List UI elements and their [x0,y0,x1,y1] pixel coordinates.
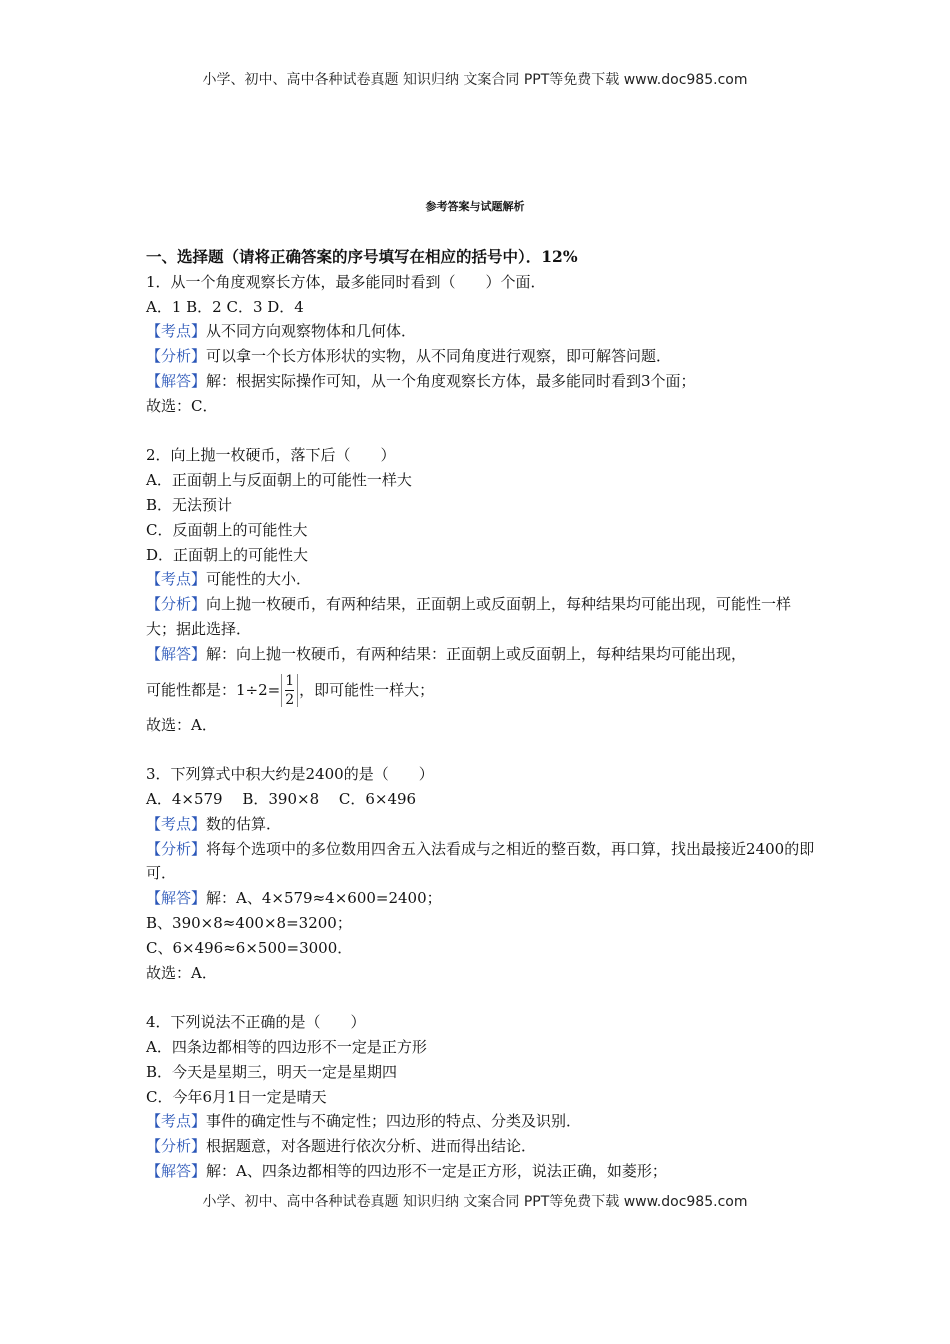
q3-stem: 3．下列算式中积大约是2400的是（ ） [146,765,434,784]
jieda-tag: 【解答】 [146,371,207,390]
q2-jieda-fraction-line [146,667,816,713]
q2-option-b: B．无法预计 [146,495,233,514]
q3-fenxi [146,837,816,887]
fraction [281,674,298,707]
q4-fenxi [146,1134,816,1159]
kaodian-text: 从不同方向观察物体和几何体． [206,322,417,341]
kaodian-text: 数的估算． [206,814,282,833]
q4-jieda [146,1159,816,1184]
kaodian-text: 事件的确定性与不确定性；四边形的特点、分类及识别． [206,1112,582,1131]
kaodian-tag: 【考点】 [146,322,207,341]
jieda-tag: 【解答】 [146,889,207,908]
kaodian-text: 可能性的大小． [206,570,312,589]
q1-stem: 1．从一个角度观察长方体，最多能同时看到（ ）个面． [146,272,546,291]
q1-jieda [146,369,816,394]
fenxi-text: 可以拿一个长方体形状的实物，从不同角度进行观察，即可解答问题． [206,347,672,366]
section-heading: 一、选择题（请将正确答案的序号填写在相应的括号中）．12% [146,247,578,266]
fenxi-tag: 【分析】 [146,347,207,366]
fraction-denominator: 2 [285,692,295,709]
answer-content [146,245,816,1184]
footer-banner: 小学、初中、高中各种试卷真题 知识归纳 文案合同 PPT等免费下载 www.doc985.com [202,1194,748,1210]
q2-jieda [146,642,816,667]
kaodian-tag: 【考点】 [146,570,207,589]
jieda-text: 解：根据实际操作可知，从一个角度观察长方体，最多能同时看到3个面； [206,371,696,390]
q2-kaodian [146,567,816,592]
q1-kaodian [146,319,816,344]
spacer [146,737,816,762]
q4-option-a: A．四条边都相等的四边形不一定是正方形 [146,1037,427,1056]
fenxi-tag: 【分析】 [146,1137,207,1156]
jieda-text: 解：A、四条边都相等的四边形不一定是正方形，说法正确，如菱形； [206,1161,667,1180]
kaodian-tag: 【考点】 [146,1112,207,1131]
q1-fenxi [146,344,816,369]
q3-conclusion: 故选：A． [146,963,217,982]
jieda-suffix: ，即可能性一样大； [299,680,435,699]
spacer [146,985,816,1010]
q4-kaodian [146,1109,816,1134]
q3-jieda [146,886,816,911]
q4-option-c: C．今年6月1日一定是晴天 [146,1087,327,1106]
fraction-numerator: 1 [285,673,295,690]
q2-stem: 2．向上抛一枚硬币，落下后（ ） [146,446,396,465]
jieda-prefix: 可能性都是：1÷2= [146,680,281,699]
q1-conclusion: 故选：C． [146,396,218,415]
jieda-tag: 【解答】 [146,644,207,663]
fenxi-text: 向上抛一枚硬币，有两种结果，正面朝上或反面朝上，每种结果均可能出现，可能性一样大；据此选择． [146,595,792,638]
q2-conclusion: 故选：A． [146,715,217,734]
jieda-tag: 【解答】 [146,1161,207,1180]
q4-stem: 4．下列说法不正确的是（ ） [146,1013,366,1032]
fenxi-tag: 【分析】 [146,839,207,858]
q1-options: A．1 B．2 C．3 D．4 [146,297,304,316]
q3-jieda-b: B、390×8≈400×8=3200； [146,913,352,932]
header-banner: 小学、初中、高中各种试卷真题 知识归纳 文案合同 PPT等免费下载 www.doc985.com [202,72,748,88]
q4-option-b: B．今天是星期三，明天一定是星期四 [146,1062,398,1081]
q2-option-c: C．反面朝上的可能性大 [146,520,308,539]
q3-options: A．4×579 B．390×8 C．6×496 [146,789,417,808]
q2-option-d: D．正面朝上的可能性大 [146,545,309,564]
kaodian-tag: 【考点】 [146,814,207,833]
q3-kaodian [146,812,816,837]
fenxi-text: 根据题意，对各题进行依次分析、进而得出结论． [206,1137,537,1156]
jieda-text: 解：A、4×579≈4×600=2400； [206,889,442,908]
jieda-text: 解：向上抛一枚硬币，有两种结果：正面朝上或反面朝上，每种结果均可能出现， [206,644,747,663]
q2-fenxi [146,592,816,642]
fenxi-tag: 【分析】 [146,595,207,614]
spacer [146,419,816,444]
page-title: 参考答案与试题解析 [425,200,525,213]
q2-option-a: A．正面朝上与反面朝上的可能性一样大 [146,471,412,490]
fenxi-text: 将每个选项中的多位数用四舍五入法看成与之相近的整百数，再口算，找出最接近2400的即可． [146,839,815,883]
q3-jieda-c: C、6×496≈6×500=3000． [146,938,353,957]
